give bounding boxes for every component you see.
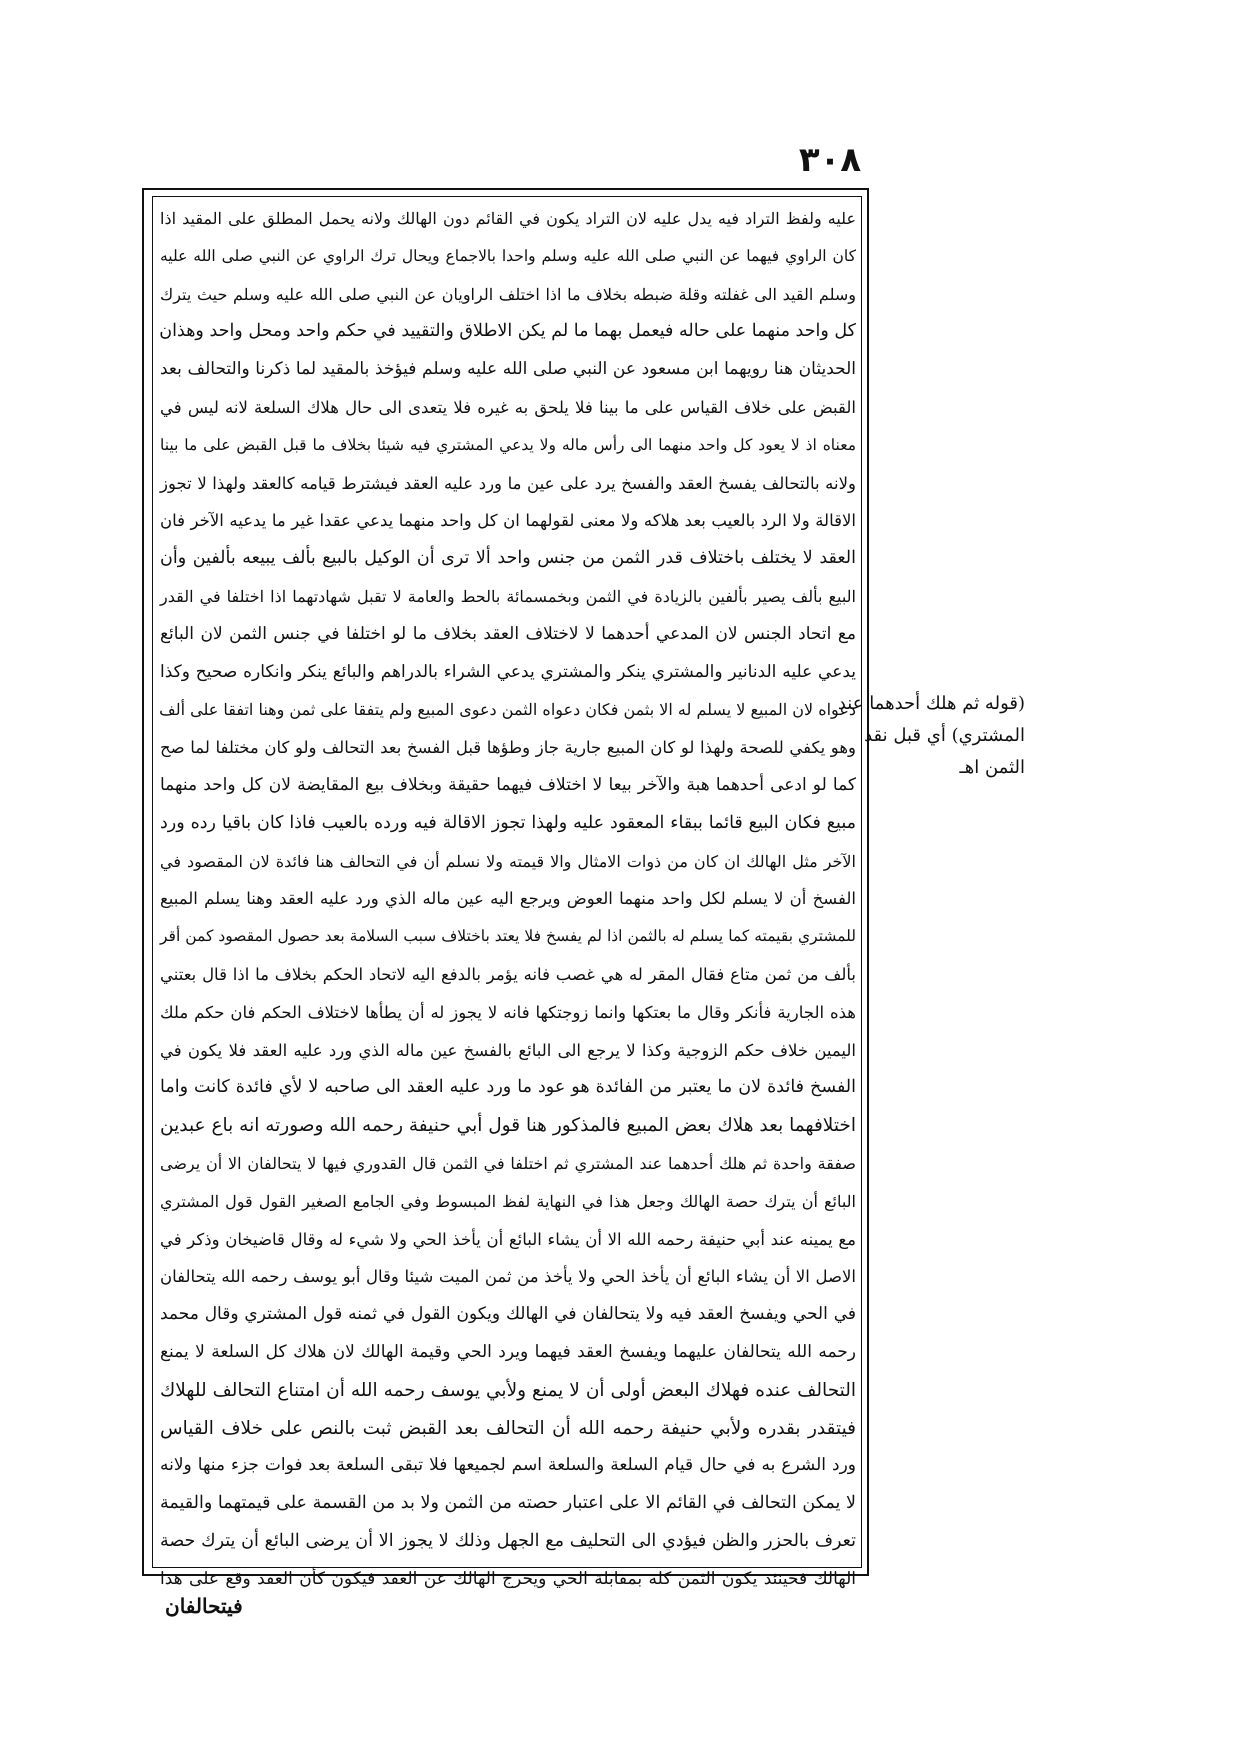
margin-note [837, 688, 1025, 784]
margin-note-line: الثمن اهـ [959, 757, 1025, 778]
text-line: البيع بألف يصير بألفين بالزيادة في الثمن وبخمسمائة بالحط والعامة لا تقبل شهادتهما اذا اختلفا في القدر [160, 586, 856, 606]
text-line: ورد الشرع به في حال قيام السلعة والسلعة اسم لجميعها فلا تبقى السلعة بعد فوات جزء منها ولانه [160, 1455, 856, 1476]
text-line: القبض على خلاف القياس على ما بينا فلا يلحق به غيره فلا يتعدى الى حال هلاك السلعة لانه ليس في [160, 397, 856, 417]
text-line: الحديثان هنا رويهما ابن مسعود عن النبي صلى الله عليه وسلم فيؤخذ بالمقيد لما ذكرنا والتحالف بعد [160, 359, 856, 380]
text-line: للمشتري بقيمته كما يسلم له بالثمن اذا لم يفسخ فلا يعتد باختلاف سبب السلامة بعد حصول المقصود كمن أقر [160, 927, 856, 946]
text-line: اختلافهما بعد هلاك بعض المبيع فالمذكور هنا قول أبي حنيفة رحمه الله وصورته انه باع عبدين [160, 1115, 856, 1137]
text-line: كان الراوي فيهما عن النبي صلى الله عليه وسلم واحدا بالاجماع ويحال ترك الراوي عن النبي صلى الله عليه [160, 246, 856, 265]
text-line: فيتقدر بقدره ولأبي حنيفة رحمه الله أن التحالف بعد القبض ثبت بالنص على خلاف القياس [160, 1417, 856, 1439]
text-line: تعرف بالحزر والظن فيؤدي الى التحليف مع الجهل وذلك لا يجوز الا أن يرضى البائع أن يترك حصة [160, 1530, 856, 1551]
text-line: الاصل الا أن يشاء البائع أن يأخذ الحي ولا يأخذ من ثمن الميت شيئا وقال أبو يوسف رحمه الله يتحالفان [160, 1267, 856, 1287]
margin-note-line: المشتري) أي قبل نقد [864, 725, 1025, 746]
main-text-block [159, 200, 856, 1589]
text-line: هذه الجارية فأنكر وقال ما بعتكها وانما زوجتكها فانه لا يجوز له أن يطأها لاختلاف الحكم فان حكم ملك [160, 1002, 856, 1022]
text-line: عليه ولفظ التراد فيه يدل عليه لان التراد يكون في القائم دون الهالك ولانه يحمل المطلق على المقيد اذا [160, 209, 856, 228]
margin-note-line: (قوله ثم هلك أحدهما عند [837, 693, 1025, 714]
text-line: مبيع فكان البيع قائما ببقاء المعقود عليه ولهذا تجوز الاقالة فيه ورده بالعيب فاذا كان باقيا رده ورد [160, 812, 856, 833]
text-line: اليمين خلاف حكم الزوجية وكذا لا يرجع الى البائع بالفسخ عين ماله الذي ورد عليه العقد فلا يكون في [160, 1040, 856, 1060]
text-line: صفقة واحدة ثم هلك أحدهما عند المشتري ثم اختلفا في الثمن قال القدوري فيها لا يتحالفان الا أن يرضى [160, 1153, 856, 1173]
text-line: بألف من ثمن متاع فقال المقر له هي غصب فانه يؤمر بالدفع اليه لاتحاد الحكم بخلاف ما اذا قال بعتني [160, 964, 856, 984]
text-line: كما لو ادعى أحدهما هبة والآخر بيعا لا اختلاف فيهما حقيقة وبخلاف بيع المقايضة لان كل واحد منهما [160, 774, 856, 795]
text-line: مع يمينه عند أبي حنيفة رحمه الله الا أن يشاء البائع أن يأخذ الحي ولا شيء له وقال قاضيخان وذكر في [160, 1229, 856, 1249]
text-line: لا يمكن التحالف في القائم الا على اعتبار حصته من الثمن ولا بد من القسمة على قيمتهما والقيمة [160, 1493, 856, 1514]
text-line: معناه اذ لا يعود كل واحد منهما الى رأس ماله ولا يدعي المشتري فيه شيئا بخلاف ما قبل القبض على ما بينا [160, 435, 856, 454]
text-line: رحمه الله يتحالفان عليهما ويفسخ العقد فيهما ويرد الحي وقيمة الهالك لان هلاك كل السلعة لا يمنع [160, 1341, 856, 1362]
text-line: مع اتحاد الجنس لان المدعي أحدهما لا لاختلاف العقد بخلاف ما لو اختلفا في جنس الثمن لان البائع [160, 623, 856, 644]
text-line: الهالك فحينئذ يكون الثمن كله بمقابلة الحي ويخرج الهالك عن العقد فيكون كأن العقد وقع على هذا [160, 1568, 856, 1589]
catchword: فيتحالفان [165, 1594, 243, 1618]
page-number: ٣٠٨ [798, 140, 862, 180]
text-line: الاقالة ولا الرد بالعيب بعد هلاكه ولا معنى لقولهما ان كل واحد منهما يدعي عقدا غير ما يدعيه الآخر فان [160, 511, 856, 531]
text-line: في الحي ويفسخ العقد فيه ولا يتحالفان في الهالك ويكون القول في ثمنه قول المشتري وقال محمد [160, 1304, 856, 1325]
text-line: يدعي عليه الدنانير والمشتري ينكر والمشتري يدعي الشراء بالدراهم والبائع ينكر وانكاره صحيح وكذا [160, 661, 856, 682]
text-line: البائع أن يترك حصة الهالك وجعل هذا في النهاية لفظ المبسوط وفي الجامع الصغير القول قول المشتري [160, 1191, 856, 1211]
text-line: دعواه لان المبيع لا يسلم له الا بثمن فكان دعواه الثمن دعوى المبيع ولم يتفقا على ثمن وهنا اتفقا على ألف [159, 700, 856, 720]
text-line: الفسخ فائدة لان ما يعتبر من الفائدة هو عود ما ورد عليه العقد الى صاحبه لا لأي فائدة كانت واما [160, 1077, 856, 1098]
text-line: ولانه بالتحالف يفسخ العقد والفسخ يرد على عين ما ورد عليه العقد فيشترط قيامه كالعقد ولهذا لا تجوز [160, 473, 856, 493]
text-line: الفسخ أن لا يسلم لكل واحد منهما العوض ويرجع اليه عين ماله الذي ورد عليه العقد وهنا يسلم المبيع [160, 889, 856, 909]
text-line: وهو يكفي للصحة ولهذا لو كان المبيع جارية جاز وطؤها قبل الفسخ بعد التحالف ولو كان مختلفا لما صح [160, 738, 856, 758]
text-line: الآخر مثل الهالك ان كان من ذوات الامثال والا قيمته ولا نسلم أن في التحالف هنا فائدة لان المقصود في [160, 851, 856, 871]
text-line: كل واحد منهما على حاله فيعمل بهما ما لم يكن الاطلاق والتقييد في حكم واحد ومحل واحد وهذان [159, 321, 856, 342]
text-line: وسلم القيد الى غفلته وقلة ضبطه بخلاف ما اذا اختلف الراويان عن النبي صلى الله عليه وسلم حيث يترك [160, 284, 856, 304]
text-line: التحالف عنده فهلاك البعض أولى أن لا يمنع ولأبي يوسف رحمه الله أن امتناع التحالف للهلاك [160, 1379, 856, 1401]
text-line: العقد لا يختلف باختلاف قدر الثمن من جنس واحد ألا ترى أن الوكيل بالبيع بألف يبيعه بألفين وأن [160, 548, 856, 569]
